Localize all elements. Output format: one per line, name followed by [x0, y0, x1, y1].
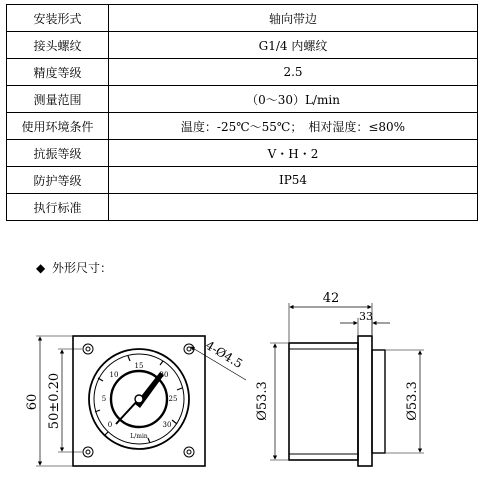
row-value: 温度：-25℃～55℃； 相对湿度：≤80%: [109, 113, 478, 140]
dim-dia-right-label: Ø53.3: [405, 381, 420, 421]
section-heading: [36, 259, 112, 276]
pointer-hub: [135, 395, 143, 403]
gauge-body-side: [289, 343, 358, 460]
scale-label: 15: [134, 362, 144, 370]
table-row: [7, 194, 478, 221]
dim-flange-label: 33: [359, 310, 373, 323]
dimension-drawing: [0, 280, 484, 478]
row-label: 接头螺纹: [7, 32, 109, 59]
section-title: 外形尺寸：: [52, 261, 113, 275]
dim-length-label: 42: [322, 291, 340, 306]
row-label: 精度等级: [7, 59, 109, 86]
scale-label: 5: [101, 395, 107, 403]
gauge-pointer-tail: [116, 399, 139, 424]
table-row: [7, 86, 478, 113]
diamond-bullet-icon: ◆: [36, 261, 46, 275]
row-value: [109, 194, 478, 221]
dim-holes-label: 50±0.20: [47, 372, 62, 430]
table-row: [7, 5, 478, 32]
row-label: 测量范围: [7, 86, 109, 113]
row-label: 使用环境条件: [7, 113, 109, 140]
row-label: 防护等级: [7, 167, 109, 194]
scale-label: 30: [162, 421, 172, 429]
scale-label: 20: [159, 371, 169, 379]
scale-label: 0: [107, 421, 113, 429]
scale-label: 10: [109, 371, 119, 379]
table-row: [7, 113, 478, 140]
flange-side: [358, 336, 372, 466]
mount-hole: [83, 344, 93, 354]
mount-hole: [184, 447, 194, 457]
row-value: （0～30）L/min: [109, 86, 478, 113]
dim-overall-label: 60: [25, 393, 40, 411]
row-value: 轴向带边: [109, 5, 478, 32]
row-value: IP54: [109, 167, 478, 194]
row-label: 执行标准: [7, 194, 109, 221]
dim-mount-holes-label: 4-Ø4.5: [203, 338, 246, 372]
gauge-unit: L/min: [130, 433, 148, 440]
connector-side: [372, 350, 385, 453]
row-label: 抗振等级: [7, 140, 109, 167]
row-value: 2.5: [109, 59, 478, 86]
side-view: [270, 303, 424, 466]
table-row: [7, 140, 478, 167]
mount-hole: [83, 447, 93, 457]
row-label: 安装形式: [7, 5, 109, 32]
table-row: [7, 32, 478, 59]
table-row: [7, 59, 478, 86]
mount-hole: [184, 344, 194, 354]
spec-table: [6, 4, 478, 221]
dim-dia-left-label: Ø53.3: [255, 381, 270, 421]
scale-label: 25: [168, 395, 178, 403]
table-row: [7, 167, 478, 194]
row-value: V・H・2: [109, 140, 478, 167]
row-value: G1/4 内螺纹: [109, 32, 478, 59]
